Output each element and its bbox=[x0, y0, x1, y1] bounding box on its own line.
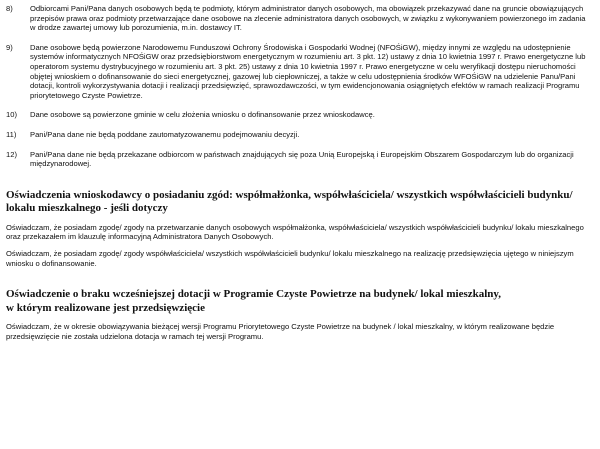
consent-paragraph-personal-data: Oświadczam, że posiadam zgodę/ zgody na przetwarzanie danych osobowych współmałżonka, współwłaściciela/ wszystkich współwłaścicieli budynku/ lokalu mieszkalnego oraz przekazałem im klauzulę informacyjną Administratora Danych Osobowych. bbox=[6, 222, 584, 242]
list-item-number: 8) bbox=[6, 4, 13, 13]
list-item-text: Dane osobowe będą powierzone Narodowemu Funduszowi Ochrony Środowiska i Gospodarki Wodnej (NFOŚiGW), między innymi ze względu na udostępnienie systemów informatycznych NFOŚiGW oraz przedsiębiorstwom energetycznym w rozumieniu art. 3 pkt. 12) ustawy z dnia 10 kwietnia 1997 r. Prawo energetyczne lub operatorom systemu dystrybucyjnego w rozumieniu art. 3 pkt. 25) ustawy z dnia 10 kwietnia 1997 r. Prawo energetyczne w celu weryfikacji dostępu nieruchomości objętej wnioskiem o dofinansowanie do sieci energetycznej, gazowej lub ciepłowniczej, a także w celu udostępnienia środków WFOŚiGW na udzielenie Panu/Pani dotacji, kontroli wykorzystywania dotacji i realizacji przedsięwzięć, sprawozdawczości, w tym ewidencjonowania osiągniętych efektów w ramach realizacji Programu priorytetowego Czyste Powietrze. bbox=[30, 42, 586, 100]
list-item-11 bbox=[6, 130, 586, 140]
section-heading-no-prior-grant: Oświadczenie o braku wcześniejszej dotacji w Programie Czyste Powietrze na budynek/ lokal mieszkalny, w którym realizowane jest przedsięwzięcie bbox=[6, 288, 502, 314]
list-item-text: Pani/Pana dane nie będą poddane zautomatyzowanemu podejmowaniu decyzji. bbox=[30, 129, 300, 139]
list-item-10 bbox=[6, 110, 586, 120]
list-item-text: Dane osobowe są powierzone gminie w celu złożenia wniosku o dofinansowanie przez wnioskodawcę. bbox=[30, 110, 375, 120]
list-item-text: Odbiorcami Pani/Pana danych osobowych będą te podmioty, którym administrator danych osobowych, ma obowiązek przekazywać dane na gruncie obowiązujących przepisów prawa oraz podmioty przetwarzające dane osobowe na zlecenie administratora danych osobowych, w związku z wykonywaniem powierzonego im zadania w drodze zawartej umowy lub porozumienia, m.in. dostawcy IT. bbox=[30, 4, 586, 33]
consent-paragraph-project: Oświadczam, że posiadam zgodę/ zgody współwłaściciela/ wszystkich współwłaścicieli budynku/ lokalu mieszkalnego na realizację przedsięwzięcia ujętego w niniejszym wniosku o dofinansowanie. bbox=[6, 248, 574, 268]
list-item-number: 10) bbox=[6, 110, 17, 120]
list-item-number: 9) bbox=[6, 42, 13, 52]
list-item-text: Pani/Pana dane nie będą przekazane odbiorcom w państwach znajdujących się poza Unią Europejską i Europejskim Obszarem Gospodarczym lub do organizacji międzynarodowej. bbox=[30, 149, 574, 169]
list-item-8 bbox=[6, 4, 586, 33]
list-item-12 bbox=[6, 150, 586, 169]
no-prior-grant-paragraph: Oświadczam, że w okresie obowiązywania bieżącej wersji Programu Priorytetowego Czyste Powietrze na budynek / lokal mieszkalny, w którym realizowane będzie przedsięwzięcie nie została udzielona dotacja w ramach tej wersji Programu. bbox=[6, 322, 555, 341]
list-item-number: 12) bbox=[6, 149, 17, 159]
list-item-number: 11) bbox=[6, 129, 17, 139]
section-heading-consents: Oświadczenia wnioskodawcy o posiadaniu zgód: współmałżonka, współwłaściciela/ wszystkich współwłaścicieli budynku/ lokalu mieszkalnego - jeśli dotyczy bbox=[6, 188, 573, 215]
list-item-9 bbox=[6, 43, 586, 101]
